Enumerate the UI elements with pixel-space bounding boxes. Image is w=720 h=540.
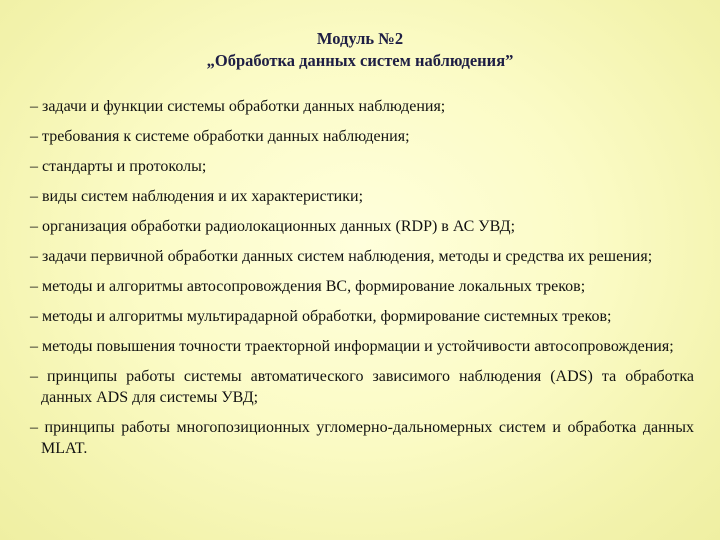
list-item: – методы повышения точности траекторной информации и устойчивости автосопровождения; bbox=[30, 338, 674, 355]
list-item: – методы и алгоритмы автосопровождения ВС, формирование локальных треков; bbox=[30, 278, 586, 295]
module-number-heading: Модуль №2 bbox=[316, 29, 404, 48]
list-item: – принципы работы многопозиционных угломерно-дальномерных систем и обработка данных MLAT. bbox=[30, 419, 694, 457]
topics-list bbox=[30, 96, 694, 468]
list-item: – задачи первичной обработки данных систем наблюдения, методы и средства их решения; bbox=[30, 248, 653, 265]
list-item: – задачи и функции системы обработки данных наблюдения; bbox=[30, 98, 446, 115]
list-item: – организация обработки радиолокационных данных (RDP) в АС УВД; bbox=[30, 218, 516, 235]
slide-title bbox=[0, 28, 720, 72]
list-item: – виды систем наблюдения и их характеристики; bbox=[30, 188, 364, 205]
list-item: – требования к системе обработки данных наблюдения; bbox=[30, 128, 410, 145]
list-item: – методы и алгоритмы мультирадарной обработки, формирование системных треков; bbox=[30, 308, 612, 325]
list-item: – принципы работы системы автоматического зависимого наблюдения (ADS) та обработка данных ADS для системы УВД; bbox=[30, 368, 694, 406]
module-name-heading: „Обработка данных систем наблюдения” bbox=[206, 51, 514, 70]
list-item: – стандарты и протоколы; bbox=[30, 158, 207, 175]
